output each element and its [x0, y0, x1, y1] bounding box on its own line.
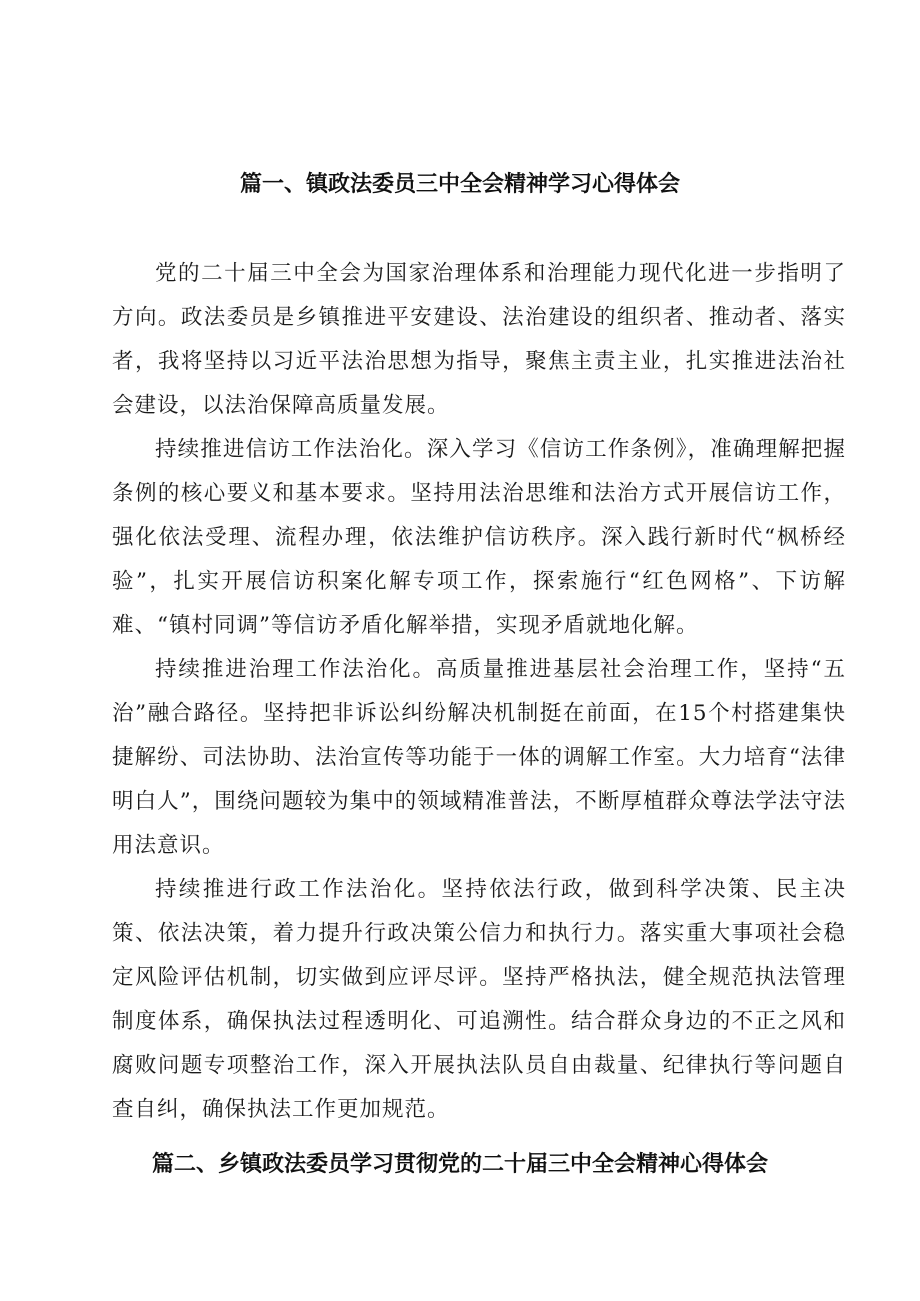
section-one-title: 篇一、镇政法委员三中全会精神学习心得体会	[239, 172, 680, 197]
section-one-body	[112, 252, 846, 1132]
paragraph-governance: 持续推进治理工作法治化。高质量推进基层社会治理工作，坚持“五治”融合路径。坚持把非诉讼纠纷解决机制挺在前面，在15个村搭建集快捷解纷、司法协助、法治宣传等功能于一体的调解工作室。大力培育“法律明白人”，围绕问题较为集中的领域精准普法，不断厚植群众尊法学法守法用法意识。	[112, 657, 846, 858]
section-two-title: 篇二、乡镇政法委员学习贯彻党的二十届三中全会精神心得体会	[151, 1152, 768, 1177]
paragraph-petition: 持续推进信访工作法治化。深入学习《信访工作条例》，准确理解把握条例的核心要义和基本要求。坚持用法治思维和法治方式开展信访工作，强化依法受理、流程办理，依法维护信访秩序。深入践行新时代“枫桥经验”，扎实开展信访积案化解专项工作，探索施行“红色网格”、下访解难、“镇村同调”等信访矛盾化解举措，实现矛盾就地化解。	[112, 437, 846, 638]
paragraph-intro: 党的二十届三中全会为国家治理体系和治理能力现代化进一步指明了方向。政法委员是乡镇推进平安建设、法治建设的组织者、推动者、落实者，我将坚持以习近平法治思想为指导，聚焦主责主业，扎实推进法治社会建设，以法治保障高质量发展。	[112, 261, 846, 418]
paragraph-administration: 持续推进行政工作法治化。坚持依法行政，做到科学决策、民主决策、依法决策，着力提升行政决策公信力和执行力。落实重大事项社会稳定风险评估机制，切实做到应评尽评。坚持严格执法，健全规范执法管理制度体系，确保执法过程透明化、可追溯性。结合群众身边的不正之风和腐败问题专项整治工作，深入开展执法队员自由裁量、纪律执行等问题自查自纠，确保执法工作更加规范。	[112, 877, 846, 1122]
